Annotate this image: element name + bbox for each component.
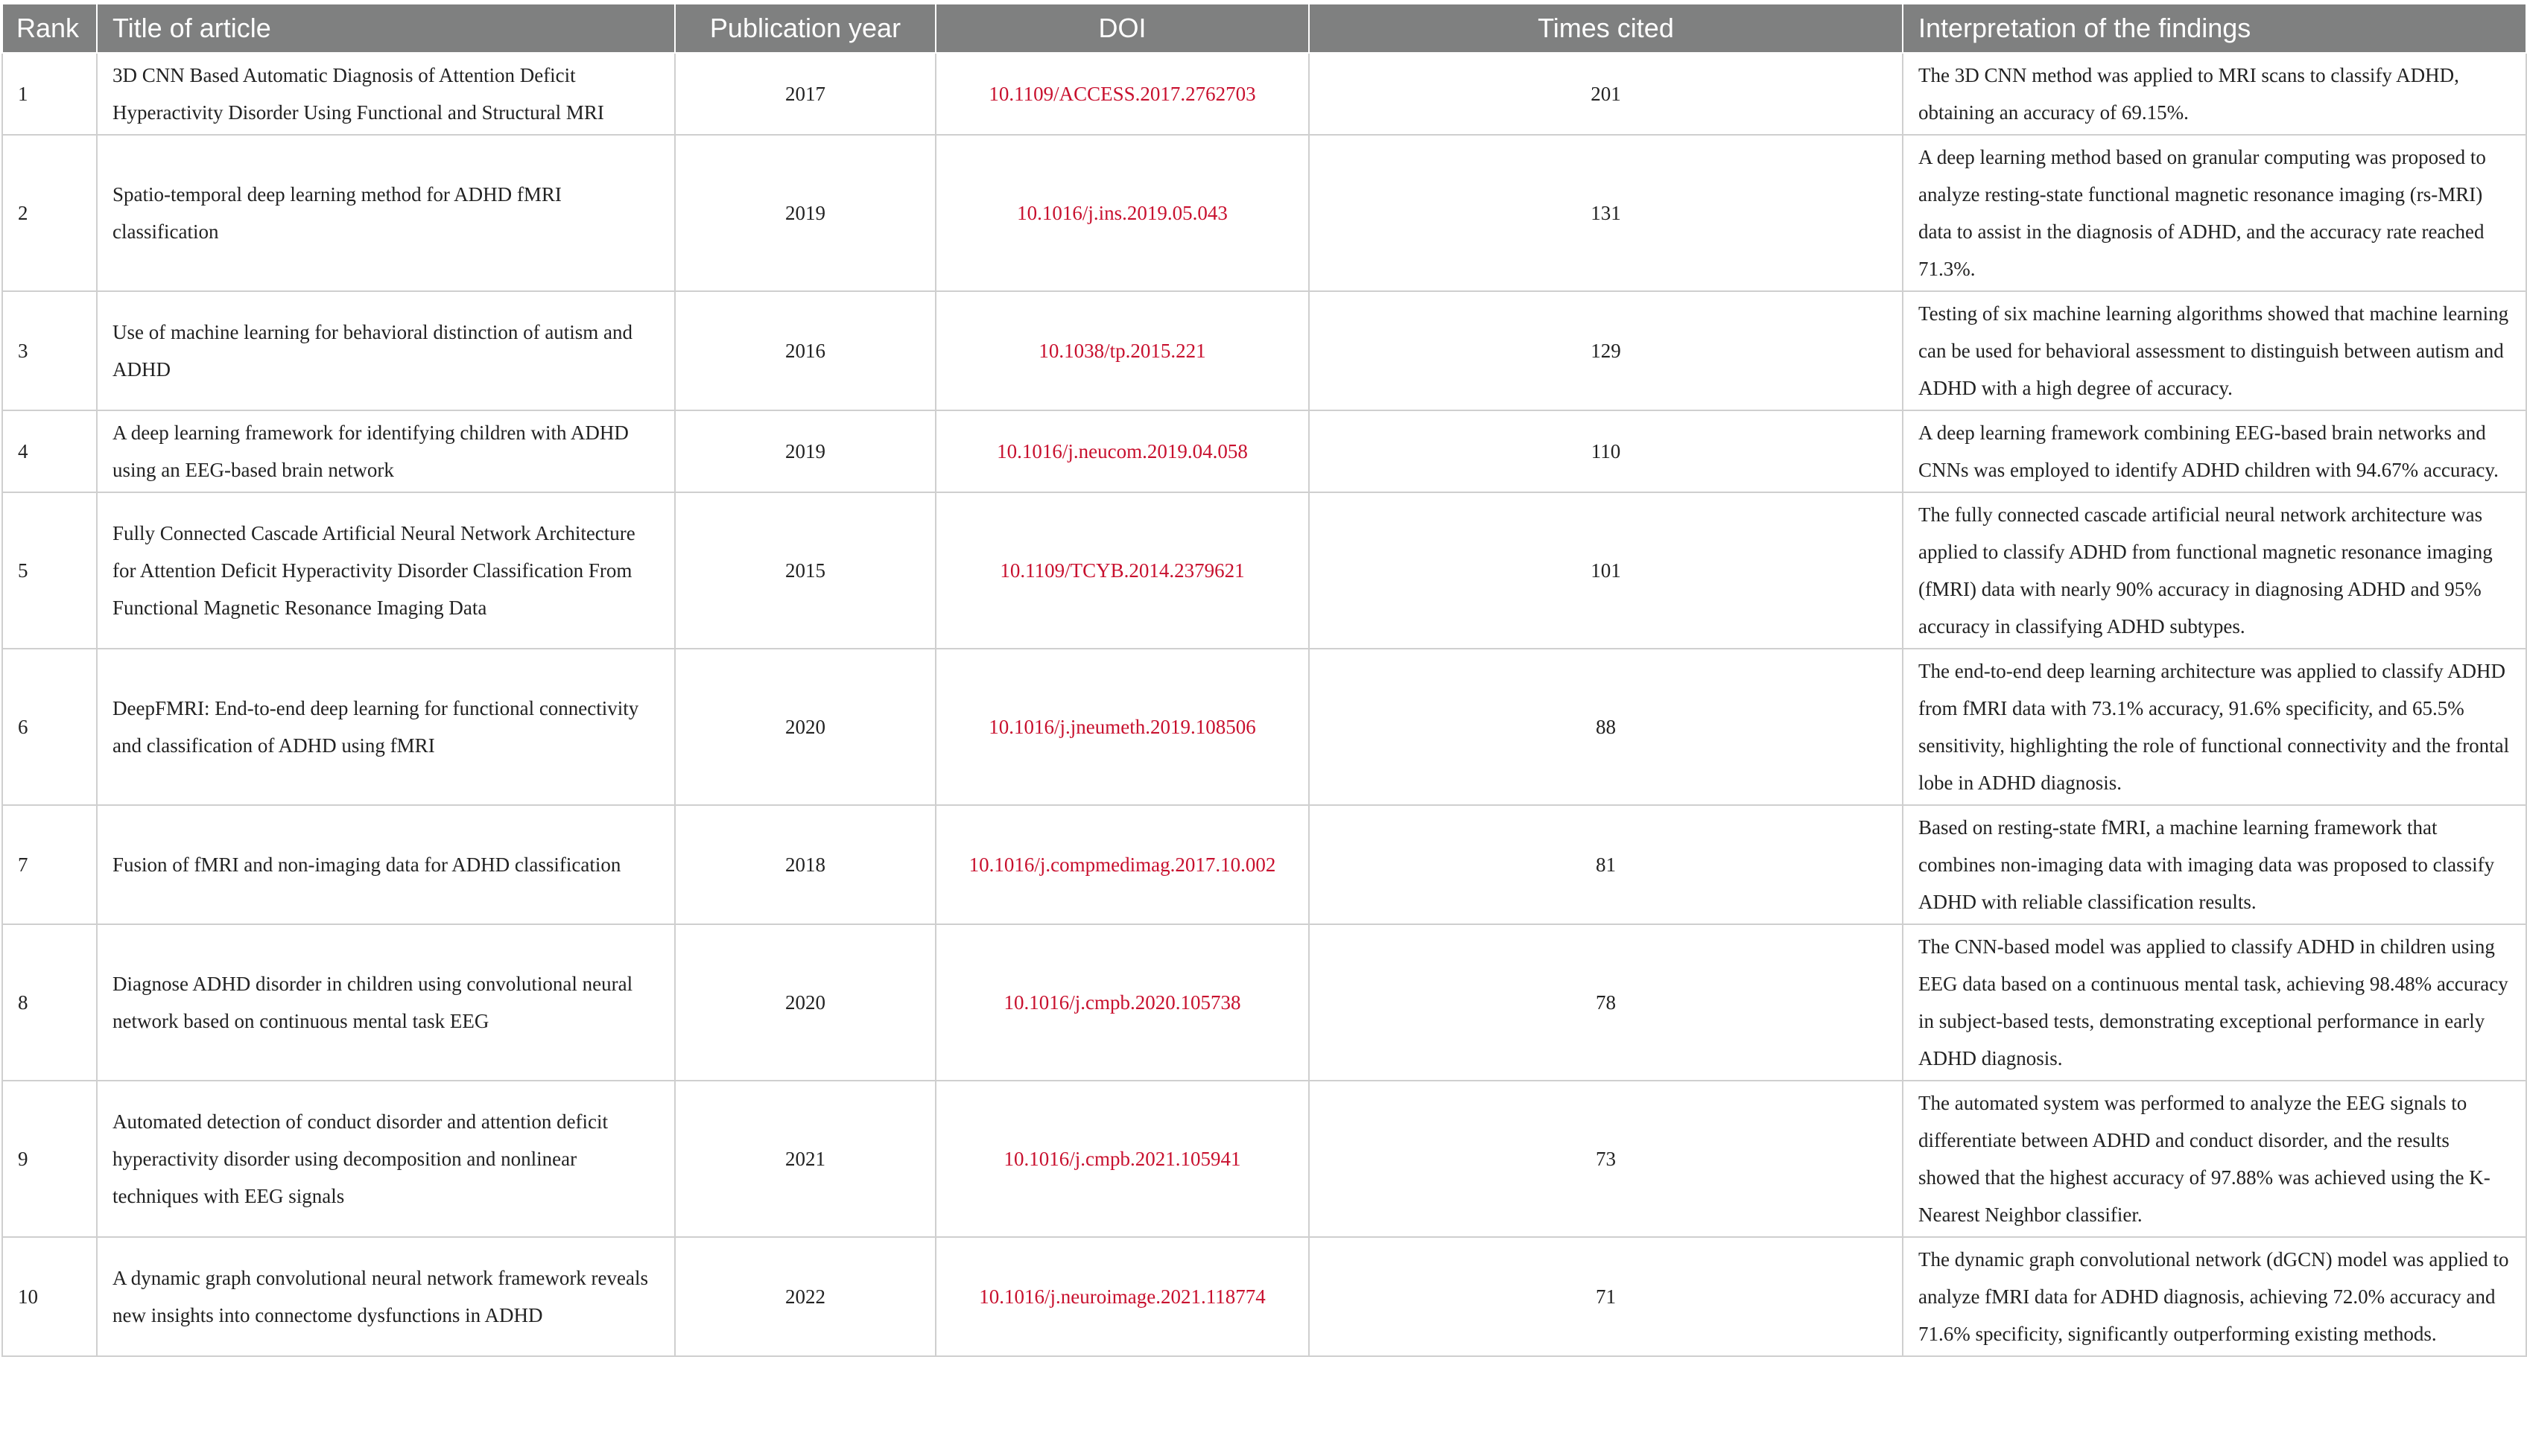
table-row (2, 53, 2526, 135)
cell-interpretation: The CNN-based model was applied to classify ADHD in children using EEG data based on a continuous mental task, achieving 98.48% accuracy in subject-based tests, demonstrating exceptional performance in early ADHD diagnosis. (1903, 924, 2526, 1081)
cell-doi: 10.1038/tp.2015.221 (936, 291, 1309, 410)
header-title: Title of article (97, 4, 675, 53)
cell-times-cited: 81 (1309, 805, 1903, 924)
table-row (2, 649, 2526, 805)
cell-interpretation: The end-to-end deep learning architecture was applied to classify ADHD from fMRI data with 73.1% accuracy, 91.6% specificity, and 65.5% sensitivity, highlighting the role of functional connectivity and the frontal lobe in ADHD diagnosis. (1903, 649, 2526, 805)
cell-title: Fully Connected Cascade Artificial Neural Network Architecture for Attention Deficit Hyperactivity Disorder Classification From Functional Magnetic Resonance Imaging Data (97, 492, 675, 649)
header-times-cited: Times cited (1309, 4, 1903, 53)
cell-publication-year: 2020 (675, 924, 936, 1081)
cell-times-cited: 101 (1309, 492, 1903, 649)
cell-interpretation: A deep learning method based on granular computing was proposed to analyze resting-state functional magnetic resonance imaging (rs-MRI) data to assist in the diagnosis of ADHD, and the accuracy rate reached 71.3%. (1903, 135, 2526, 291)
header-doi: DOI (936, 4, 1309, 53)
cell-publication-year: 2018 (675, 805, 936, 924)
table-row (2, 135, 2526, 291)
cell-publication-year: 2021 (675, 1081, 936, 1237)
cell-interpretation: Testing of six machine learning algorithms showed that machine learning can be used for behavioral assessment to distinguish between autism and ADHD with a high degree of accuracy. (1903, 291, 2526, 410)
cell-publication-year: 2016 (675, 291, 936, 410)
table-row (2, 492, 2526, 649)
cell-interpretation: A deep learning framework combining EEG-based brain networks and CNNs was employed to identify ADHD children with 94.67% accuracy. (1903, 410, 2526, 492)
cell-rank: 4 (2, 410, 97, 492)
cell-interpretation: Based on resting-state fMRI, a machine learning framework that combines non-imaging data with imaging data was proposed to classify ADHD with reliable classification results. (1903, 805, 2526, 924)
cell-rank: 5 (2, 492, 97, 649)
cell-doi: 10.1016/j.neucom.2019.04.058 (936, 410, 1309, 492)
table-row (2, 1081, 2526, 1237)
cell-doi: 10.1109/TCYB.2014.2379621 (936, 492, 1309, 649)
cell-title: Use of machine learning for behavioral distinction of autism and ADHD (97, 291, 675, 410)
cell-doi: 10.1016/j.jneumeth.2019.108506 (936, 649, 1309, 805)
cell-times-cited: 71 (1309, 1237, 1903, 1356)
cell-rank: 9 (2, 1081, 97, 1237)
table-header (2, 4, 2526, 53)
cell-times-cited: 73 (1309, 1081, 1903, 1237)
cell-doi: 10.1109/ACCESS.2017.2762703 (936, 53, 1309, 135)
cell-title: Diagnose ADHD disorder in children using convolutional neural network based on continuous mental task EEG (97, 924, 675, 1081)
cell-interpretation: The fully connected cascade artificial neural network architecture was applied to classify ADHD from functional magnetic resonance imaging (fMRI) data with nearly 90% accuracy in diagnosing ADHD and 95% accuracy in classifying ADHD subtypes. (1903, 492, 2526, 649)
cell-interpretation: The automated system was performed to analyze the EEG signals to differentiate between ADHD and conduct disorder, and the results showed that the highest accuracy of 97.88% was achieved using the K-Nearest Neighbor classifier. (1903, 1081, 2526, 1237)
cell-doi: 10.1016/j.cmpb.2021.105941 (936, 1081, 1309, 1237)
cell-doi: 10.1016/j.compmedimag.2017.10.002 (936, 805, 1309, 924)
cell-rank: 3 (2, 291, 97, 410)
cell-times-cited: 131 (1309, 135, 1903, 291)
cell-rank: 6 (2, 649, 97, 805)
cell-rank: 10 (2, 1237, 97, 1356)
cell-doi: 10.1016/j.cmpb.2020.105738 (936, 924, 1309, 1081)
cell-interpretation: The 3D CNN method was applied to MRI scans to classify ADHD, obtaining an accuracy of 69.15%. (1903, 53, 2526, 135)
cell-publication-year: 2019 (675, 410, 936, 492)
cell-publication-year: 2015 (675, 492, 936, 649)
cell-title: A deep learning framework for identifying children with ADHD using an EEG-based brain network (97, 410, 675, 492)
table-body (2, 53, 2526, 1356)
citation-table (1, 4, 2527, 1357)
cell-title: DeepFMRI: End-to-end deep learning for functional connectivity and classification of ADHD using fMRI (97, 649, 675, 805)
table-row (2, 1237, 2526, 1356)
cell-publication-year: 2017 (675, 53, 936, 135)
cell-rank: 7 (2, 805, 97, 924)
cell-times-cited: 78 (1309, 924, 1903, 1081)
header-rank: Rank (2, 4, 97, 53)
cell-publication-year: 2020 (675, 649, 936, 805)
cell-times-cited: 88 (1309, 649, 1903, 805)
cell-publication-year: 2019 (675, 135, 936, 291)
cell-rank: 8 (2, 924, 97, 1081)
cell-title: 3D CNN Based Automatic Diagnosis of Attention Deficit Hyperactivity Disorder Using Functional and Structural MRI (97, 53, 675, 135)
table-row (2, 805, 2526, 924)
cell-interpretation: The dynamic graph convolutional network (dGCN) model was applied to analyze fMRI data for ADHD diagnosis, achieving 72.0% accuracy and 71.6% specificity, significantly outperforming existing methods. (1903, 1237, 2526, 1356)
cell-rank: 1 (2, 53, 97, 135)
cell-times-cited: 110 (1309, 410, 1903, 492)
cell-doi: 10.1016/j.ins.2019.05.043 (936, 135, 1309, 291)
cell-title: Automated detection of conduct disorder and attention deficit hyperactivity disorder using decomposition and nonlinear techniques with EEG signals (97, 1081, 675, 1237)
cell-publication-year: 2022 (675, 1237, 936, 1356)
cell-title: A dynamic graph convolutional neural network framework reveals new insights into connectome dysfunctions in ADHD (97, 1237, 675, 1356)
cell-times-cited: 201 (1309, 53, 1903, 135)
header-publication-year: Publication year (675, 4, 936, 53)
cell-title: Spatio-temporal deep learning method for ADHD fMRI classification (97, 135, 675, 291)
cell-title: Fusion of fMRI and non-imaging data for ADHD classification (97, 805, 675, 924)
table-row (2, 924, 2526, 1081)
cell-doi: 10.1016/j.neuroimage.2021.118774 (936, 1237, 1309, 1356)
table-row (2, 291, 2526, 410)
header-interpretation: Interpretation of the findings (1903, 4, 2526, 53)
cell-times-cited: 129 (1309, 291, 1903, 410)
header-row (2, 4, 2526, 53)
table-row (2, 410, 2526, 492)
cell-rank: 2 (2, 135, 97, 291)
